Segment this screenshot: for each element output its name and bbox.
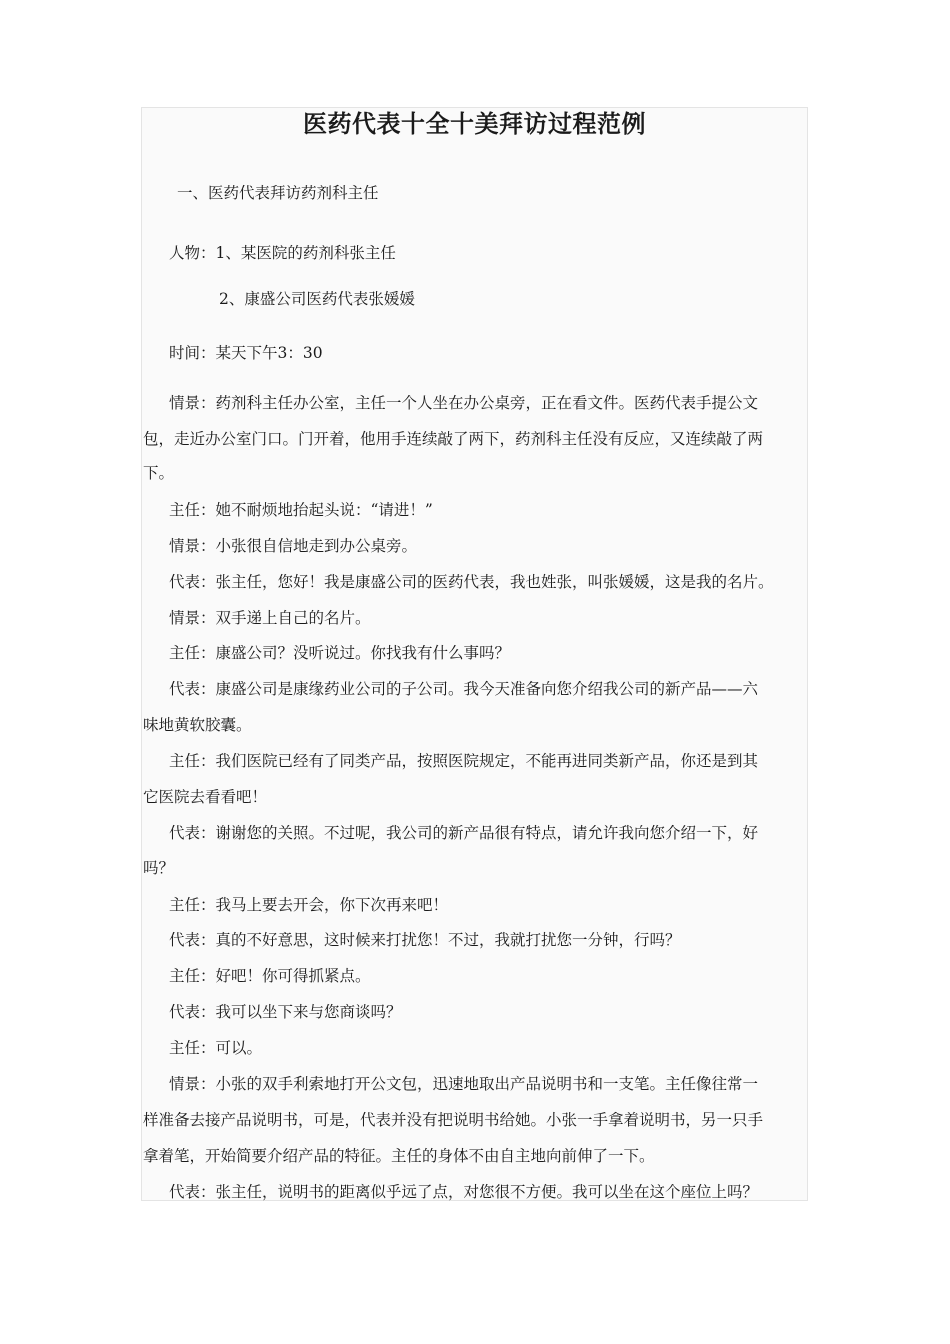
paragraph-line: 时间：某天下午3：30: [169, 344, 323, 362]
paragraph-line: 代表：我可以坐下来与您商谈吗？: [169, 1003, 402, 1021]
paragraph-line: 它医院去看看吧！: [143, 788, 268, 806]
paragraph-line: 主任：好吧！你可得抓紧点。: [169, 967, 371, 985]
paragraph-line: 拿着笔，开始简要介绍产品的特征。主任的身体不由自主地向前伸了一下。: [143, 1147, 655, 1165]
paragraph-line: 情景：双手递上自己的名片。: [169, 609, 371, 627]
paragraph-line: 包，走近办公室门口。门开着，他用手连续敲了两下，药剂科主任没有反应，又连续敲了两: [143, 430, 764, 448]
paragraph-line: 人物：1、某医院的药剂科张主任: [169, 244, 396, 262]
paragraph-line: 主任：可以。: [169, 1039, 263, 1057]
paragraph-line: 下。: [143, 464, 175, 482]
paragraph-line: 情景：小张的双手利索地打开公文包，迅速地取出产品说明书和一支笔。主任像往常一: [169, 1075, 759, 1093]
paragraph-line: 2、康盛公司医药代表张媛媛: [219, 290, 415, 308]
paragraph-line: 味地黄软胶囊。: [143, 716, 252, 734]
paragraph-line: 主任：我们医院已经有了同类产品，按照医院规定，不能再进同类新产品，你还是到其: [169, 752, 759, 770]
paragraph-line: 吗？: [143, 859, 175, 877]
paragraph-line: 代表：真的不好意思，这时候来打扰您！不过，我就打扰您一分钟，行吗？: [169, 931, 681, 949]
paragraph-line: 代表：谢谢您的关照。不过呢，我公司的新产品很有特点，请允许我向您介绍一下，好: [169, 824, 759, 842]
document-title: 医药代表十全十美拜访过程范例: [303, 109, 646, 138]
paragraph-line: 代表：康盛公司是康缘药业公司的子公司。我今天准备向您介绍我公司的新产品——六: [169, 680, 759, 698]
paragraph-line: 主任：她不耐烦地抬起头说：“请进！”: [169, 501, 433, 519]
paragraph-line: 代表：张主任，您好！我是康盛公司的医药代表，我也姓张，叫张媛媛，这是我的名片。: [169, 573, 774, 591]
paragraph-line: 主任：康盛公司？没听说过。你找我有什么事吗？: [169, 644, 511, 662]
paragraph-line: 主任：我马上要去开会，你下次再来吧！: [169, 896, 449, 914]
paragraph-line: 情景：药剂科主任办公室，主任一个人坐在办公桌旁，正在看文件。医药代表手提公文: [169, 394, 759, 412]
paragraph-line: 样准备去接产品说明书，可是，代表并没有把说明书给她。小张一手拿着说明书，另一只手: [143, 1111, 764, 1129]
section-heading: 一、医药代表拜访药剂科主任: [177, 184, 379, 202]
paragraph-line: 情景：小张很自信地走到办公桌旁。: [169, 537, 418, 555]
paragraph-line: 代表：张主任，说明书的距离似乎远了点，对您很不方便。我可以坐在这个座位上吗？: [169, 1183, 759, 1201]
